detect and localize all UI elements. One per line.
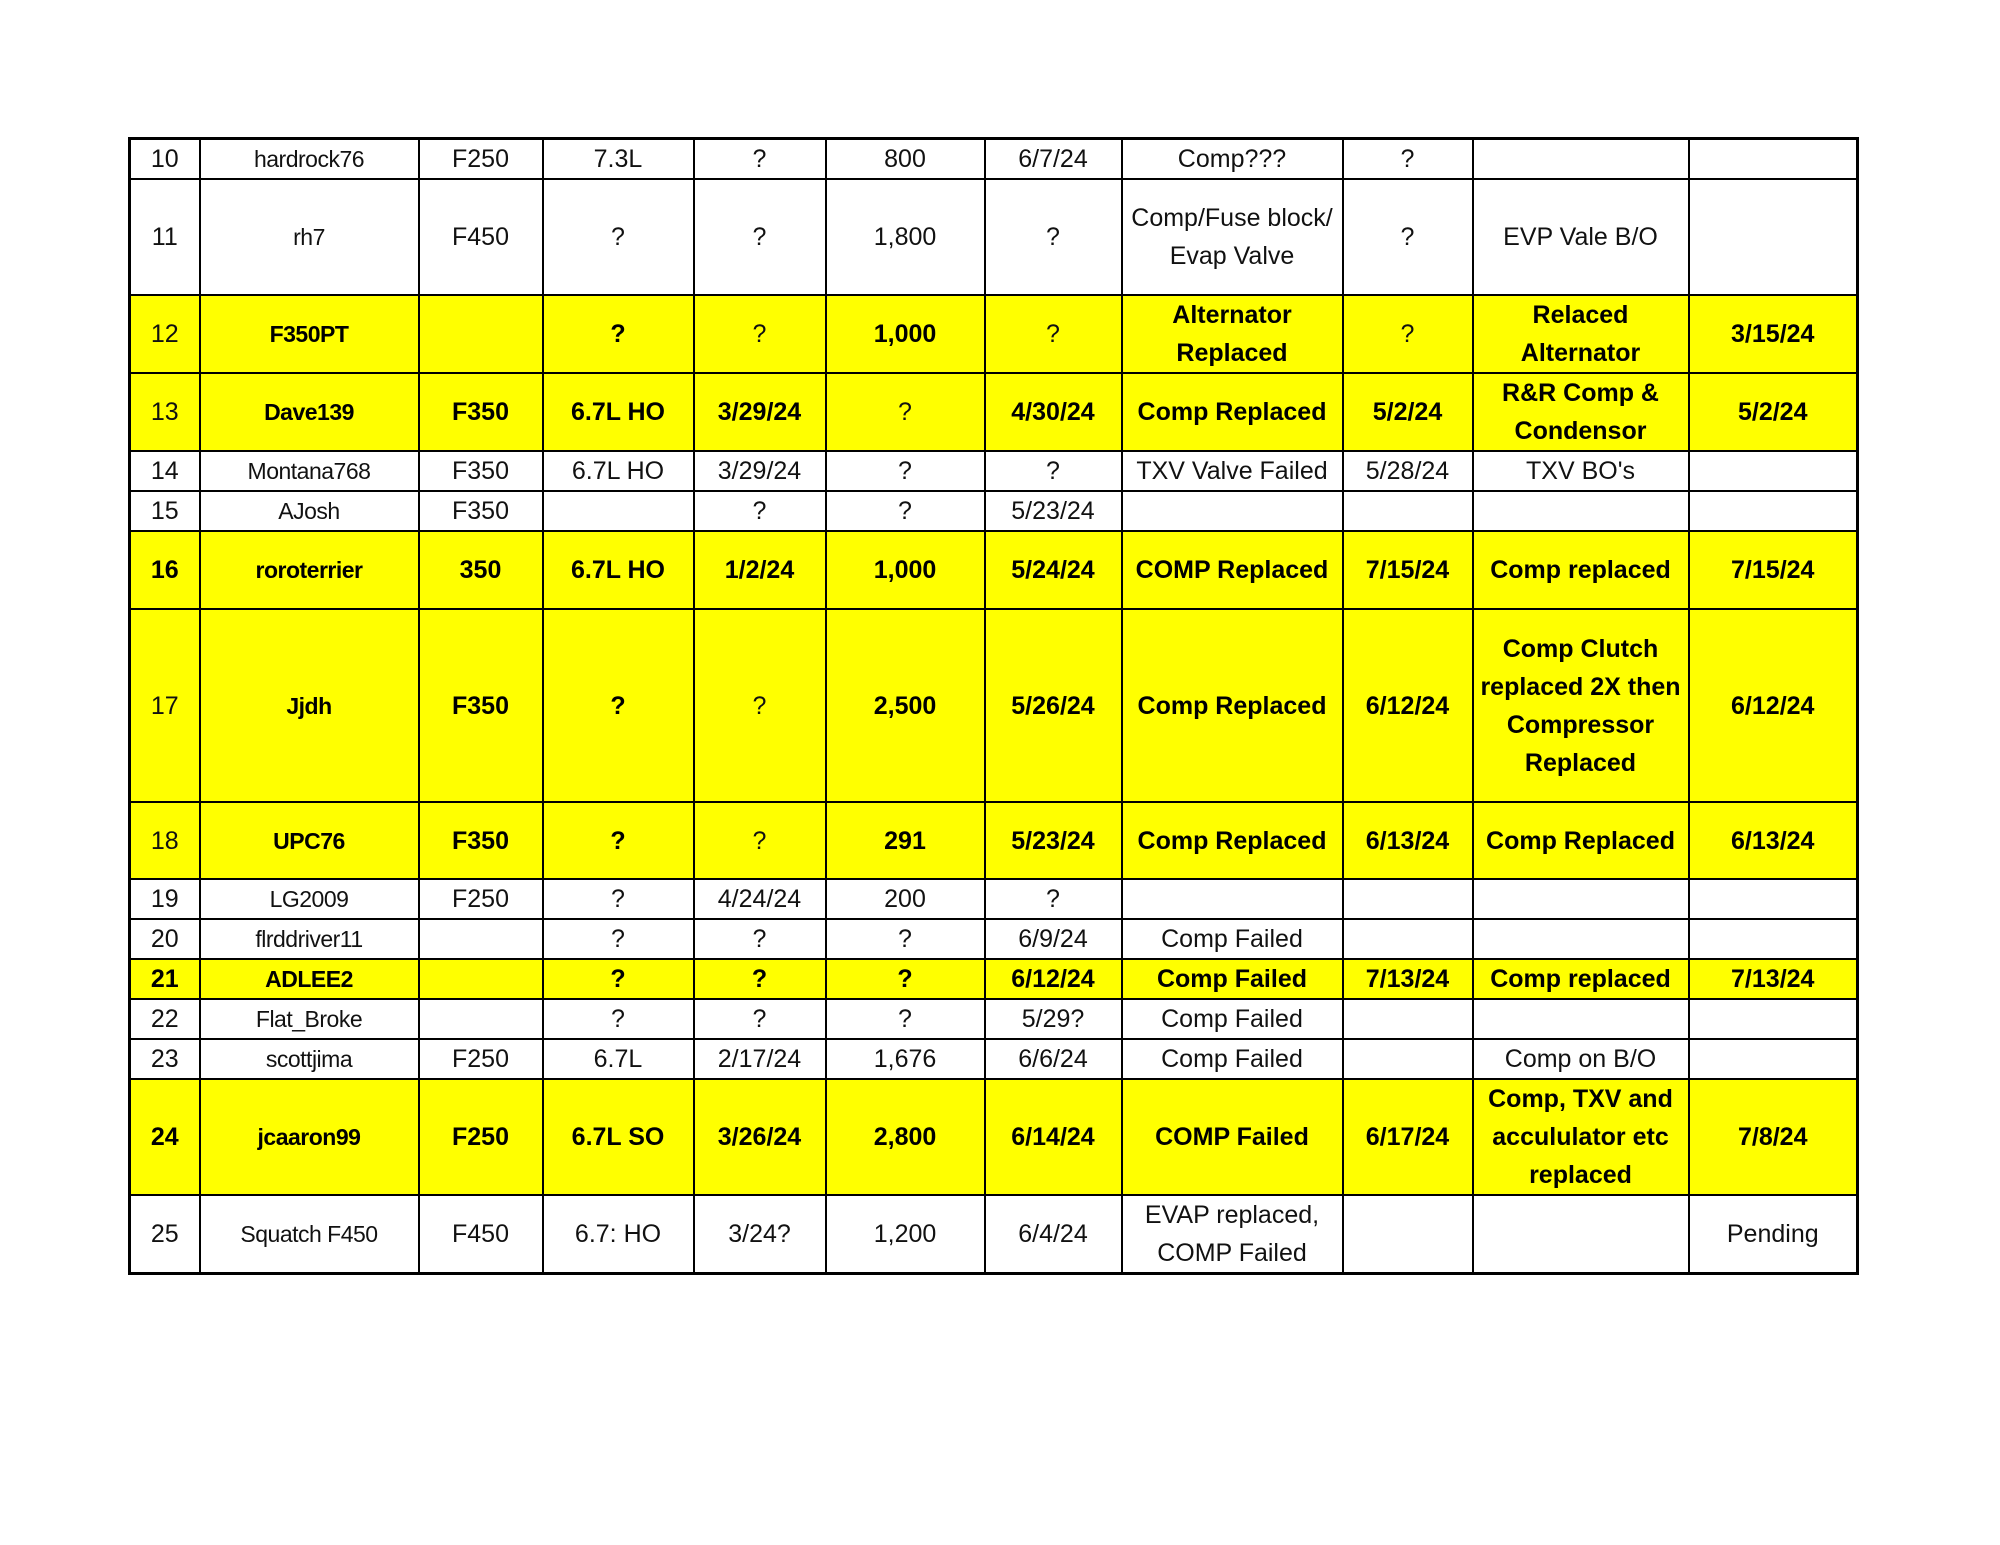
cell-truck-model: F450: [419, 179, 543, 295]
cell-failure-date: 5/24/24: [985, 531, 1122, 609]
cell-mileage: ?: [826, 959, 985, 999]
cell-completion-date: [1689, 919, 1858, 959]
cell-repair-notes: Relaced Alternator: [1473, 295, 1689, 373]
table-row: [130, 451, 1858, 491]
cell-engine: ?: [543, 999, 694, 1039]
cell-truck-model: F250: [419, 879, 543, 919]
cell-repair-date: 5/28/24: [1343, 451, 1473, 491]
cell-completion-date: 7/15/24: [1689, 531, 1858, 609]
cell-engine: ?: [543, 959, 694, 999]
cell-repair-notes: TXV BO's: [1473, 451, 1689, 491]
cell-truck-model: F250: [419, 1039, 543, 1079]
cell-repair-date: ?: [1343, 295, 1473, 373]
table-row: [130, 609, 1858, 802]
table-row: [130, 999, 1858, 1039]
cell-truck-model: F350: [419, 451, 543, 491]
cell-completion-date: 6/13/24: [1689, 802, 1858, 879]
cell-mileage: ?: [826, 451, 985, 491]
cell-mileage: 2,800: [826, 1079, 985, 1195]
cell-purchase-date: ?: [694, 802, 826, 879]
cell-repair-date: 5/2/24: [1343, 373, 1473, 451]
cell-engine: ?: [543, 609, 694, 802]
cell-purchase-date: 1/2/24: [694, 531, 826, 609]
cell-truck-model: F350: [419, 609, 543, 802]
cell-mileage: ?: [826, 919, 985, 959]
cell-failure-date: 6/7/24: [985, 139, 1122, 180]
cell-engine: 6.7L SO: [543, 1079, 694, 1195]
cell-repair-notes: R&R Comp & Condensor: [1473, 373, 1689, 451]
cell-repair-date: [1343, 1039, 1473, 1079]
cell-username: hardrock76: [200, 139, 419, 180]
cell-repair-notes: [1473, 919, 1689, 959]
cell-mileage: ?: [826, 999, 985, 1039]
cell-mileage: 200: [826, 879, 985, 919]
cell-issue: Comp Replaced: [1122, 609, 1343, 802]
cell-issue: Comp Failed: [1122, 1039, 1343, 1079]
cell-purchase-date: ?: [694, 959, 826, 999]
cell-repair-notes: [1473, 879, 1689, 919]
cell-row-number: 14: [130, 451, 200, 491]
cell-mileage: ?: [826, 491, 985, 531]
cell-username: flrddriver11: [200, 919, 419, 959]
cell-row-number: 13: [130, 373, 200, 451]
cell-purchase-date: 3/24?: [694, 1195, 826, 1274]
cell-repair-date: [1343, 919, 1473, 959]
cell-username: rh7: [200, 179, 419, 295]
cell-username: Flat_Broke: [200, 999, 419, 1039]
cell-truck-model: [419, 295, 543, 373]
cell-row-number: 21: [130, 959, 200, 999]
cell-repair-date: [1343, 1195, 1473, 1274]
cell-repair-date: 6/12/24: [1343, 609, 1473, 802]
cell-username: F350PT: [200, 295, 419, 373]
cell-purchase-date: ?: [694, 999, 826, 1039]
cell-issue: [1122, 491, 1343, 531]
cell-row-number: 15: [130, 491, 200, 531]
cell-purchase-date: ?: [694, 295, 826, 373]
cell-purchase-date: 3/26/24: [694, 1079, 826, 1195]
cell-completion-date: [1689, 1039, 1858, 1079]
cell-truck-model: [419, 959, 543, 999]
cell-truck-model: 350: [419, 531, 543, 609]
table-row: [130, 879, 1858, 919]
cell-repair-date: ?: [1343, 179, 1473, 295]
cell-engine: 6.7L HO: [543, 373, 694, 451]
cell-purchase-date: ?: [694, 919, 826, 959]
cell-username: jcaaron99: [200, 1079, 419, 1195]
cell-issue: Alternator Replaced: [1122, 295, 1343, 373]
cell-issue: COMP Failed: [1122, 1079, 1343, 1195]
cell-failure-date: 5/23/24: [985, 802, 1122, 879]
cell-username: scottjima: [200, 1039, 419, 1079]
cell-issue: TXV Valve Failed: [1122, 451, 1343, 491]
cell-issue: Comp Replaced: [1122, 373, 1343, 451]
cell-repair-notes: [1473, 999, 1689, 1039]
cell-engine: ?: [543, 919, 694, 959]
cell-issue: Comp Failed: [1122, 999, 1343, 1039]
cell-completion-date: 3/15/24: [1689, 295, 1858, 373]
cell-username: Squatch F450: [200, 1195, 419, 1274]
cell-issue: Comp Failed: [1122, 959, 1343, 999]
cell-engine: 6.7: HO: [543, 1195, 694, 1274]
cell-completion-date: 6/12/24: [1689, 609, 1858, 802]
cell-failure-date: 6/9/24: [985, 919, 1122, 959]
table-row: [130, 373, 1858, 451]
cell-truck-model: F250: [419, 139, 543, 180]
cell-row-number: 12: [130, 295, 200, 373]
cell-repair-date: 6/13/24: [1343, 802, 1473, 879]
cell-username: LG2009: [200, 879, 419, 919]
cell-username: roroterrier: [200, 531, 419, 609]
cell-engine: [543, 491, 694, 531]
cell-mileage: 800: [826, 139, 985, 180]
cell-row-number: 18: [130, 802, 200, 879]
table-row: [130, 1195, 1858, 1274]
cell-failure-date: 6/6/24: [985, 1039, 1122, 1079]
cell-completion-date: [1689, 879, 1858, 919]
cell-engine: ?: [543, 879, 694, 919]
cell-repair-notes: [1473, 139, 1689, 180]
cell-row-number: 23: [130, 1039, 200, 1079]
cell-completion-date: [1689, 491, 1858, 531]
table-row: [130, 531, 1858, 609]
cell-repair-notes: [1473, 491, 1689, 531]
cell-engine: ?: [543, 179, 694, 295]
cell-truck-model: F250: [419, 1079, 543, 1195]
cell-repair-notes: EVP Vale B/O: [1473, 179, 1689, 295]
cell-truck-model: [419, 919, 543, 959]
cell-mileage: 2,500: [826, 609, 985, 802]
cell-mileage: 1,000: [826, 295, 985, 373]
cell-row-number: 20: [130, 919, 200, 959]
cell-row-number: 10: [130, 139, 200, 180]
cell-purchase-date: 3/29/24: [694, 373, 826, 451]
cell-completion-date: [1689, 999, 1858, 1039]
cell-failure-date: ?: [985, 295, 1122, 373]
cell-issue: EVAP replaced, COMP Failed: [1122, 1195, 1343, 1274]
cell-failure-date: ?: [985, 451, 1122, 491]
cell-completion-date: [1689, 179, 1858, 295]
table-row: [130, 802, 1858, 879]
table-row: [130, 179, 1858, 295]
cell-mileage: 1,676: [826, 1039, 985, 1079]
cell-username: Montana768: [200, 451, 419, 491]
table-row: [130, 139, 1858, 180]
table-row: [130, 295, 1858, 373]
cell-truck-model: [419, 999, 543, 1039]
cell-repair-notes: Comp, TXV and accululator etc replaced: [1473, 1079, 1689, 1195]
cell-engine: 6.7L HO: [543, 451, 694, 491]
cell-truck-model: F350: [419, 491, 543, 531]
cell-repair-date: 6/17/24: [1343, 1079, 1473, 1195]
tracking-table: [128, 137, 1859, 1275]
cell-row-number: 11: [130, 179, 200, 295]
cell-repair-notes: Comp on B/O: [1473, 1039, 1689, 1079]
cell-issue: Comp/Fuse block/ Evap Valve: [1122, 179, 1343, 295]
cell-engine: 7.3L: [543, 139, 694, 180]
cell-row-number: 17: [130, 609, 200, 802]
cell-completion-date: Pending: [1689, 1195, 1858, 1274]
cell-engine: ?: [543, 295, 694, 373]
cell-mileage: 291: [826, 802, 985, 879]
cell-engine: 6.7L: [543, 1039, 694, 1079]
cell-row-number: 25: [130, 1195, 200, 1274]
cell-repair-date: 7/15/24: [1343, 531, 1473, 609]
cell-engine: 6.7L HO: [543, 531, 694, 609]
cell-repair-date: [1343, 879, 1473, 919]
cell-purchase-date: ?: [694, 179, 826, 295]
cell-failure-date: 6/12/24: [985, 959, 1122, 999]
cell-repair-notes: Comp Clutch replaced 2X then Compressor Replaced: [1473, 609, 1689, 802]
cell-repair-notes: Comp replaced: [1473, 531, 1689, 609]
table-row: [130, 1079, 1858, 1195]
cell-truck-model: F350: [419, 373, 543, 451]
cell-repair-date: [1343, 999, 1473, 1039]
cell-repair-date: [1343, 491, 1473, 531]
cell-failure-date: 4/30/24: [985, 373, 1122, 451]
cell-completion-date: 7/8/24: [1689, 1079, 1858, 1195]
cell-purchase-date: 3/29/24: [694, 451, 826, 491]
cell-completion-date: 5/2/24: [1689, 373, 1858, 451]
cell-purchase-date: ?: [694, 491, 826, 531]
table-row: [130, 1039, 1858, 1079]
cell-mileage: 1,800: [826, 179, 985, 295]
cell-engine: ?: [543, 802, 694, 879]
cell-purchase-date: ?: [694, 139, 826, 180]
cell-purchase-date: 4/24/24: [694, 879, 826, 919]
cell-failure-date: 5/23/24: [985, 491, 1122, 531]
cell-failure-date: 6/4/24: [985, 1195, 1122, 1274]
cell-failure-date: ?: [985, 879, 1122, 919]
cell-username: Dave139: [200, 373, 419, 451]
cell-failure-date: 6/14/24: [985, 1079, 1122, 1195]
cell-completion-date: 7/13/24: [1689, 959, 1858, 999]
cell-mileage: 1,200: [826, 1195, 985, 1274]
cell-issue: Comp???: [1122, 139, 1343, 180]
cell-repair-date: ?: [1343, 139, 1473, 180]
cell-mileage: 1,000: [826, 531, 985, 609]
cell-issue: Comp Failed: [1122, 919, 1343, 959]
cell-issue: COMP Replaced: [1122, 531, 1343, 609]
table-row: [130, 959, 1858, 999]
cell-username: ADLEE2: [200, 959, 419, 999]
cell-completion-date: [1689, 139, 1858, 180]
cell-repair-notes: [1473, 1195, 1689, 1274]
cell-username: AJosh: [200, 491, 419, 531]
cell-issue: Comp Replaced: [1122, 802, 1343, 879]
cell-repair-notes: Comp replaced: [1473, 959, 1689, 999]
cell-row-number: 22: [130, 999, 200, 1039]
table-row: [130, 919, 1858, 959]
cell-mileage: ?: [826, 373, 985, 451]
cell-failure-date: ?: [985, 179, 1122, 295]
cell-failure-date: 5/26/24: [985, 609, 1122, 802]
cell-row-number: 19: [130, 879, 200, 919]
cell-username: Jjdh: [200, 609, 419, 802]
cell-purchase-date: ?: [694, 609, 826, 802]
cell-failure-date: 5/29?: [985, 999, 1122, 1039]
table-row: [130, 491, 1858, 531]
cell-row-number: 24: [130, 1079, 200, 1195]
cell-truck-model: F350: [419, 802, 543, 879]
cell-completion-date: [1689, 451, 1858, 491]
cell-row-number: 16: [130, 531, 200, 609]
cell-issue: [1122, 879, 1343, 919]
cell-repair-date: 7/13/24: [1343, 959, 1473, 999]
cell-truck-model: F450: [419, 1195, 543, 1274]
cell-username: UPC76: [200, 802, 419, 879]
cell-repair-notes: Comp Replaced: [1473, 802, 1689, 879]
cell-purchase-date: 2/17/24: [694, 1039, 826, 1079]
